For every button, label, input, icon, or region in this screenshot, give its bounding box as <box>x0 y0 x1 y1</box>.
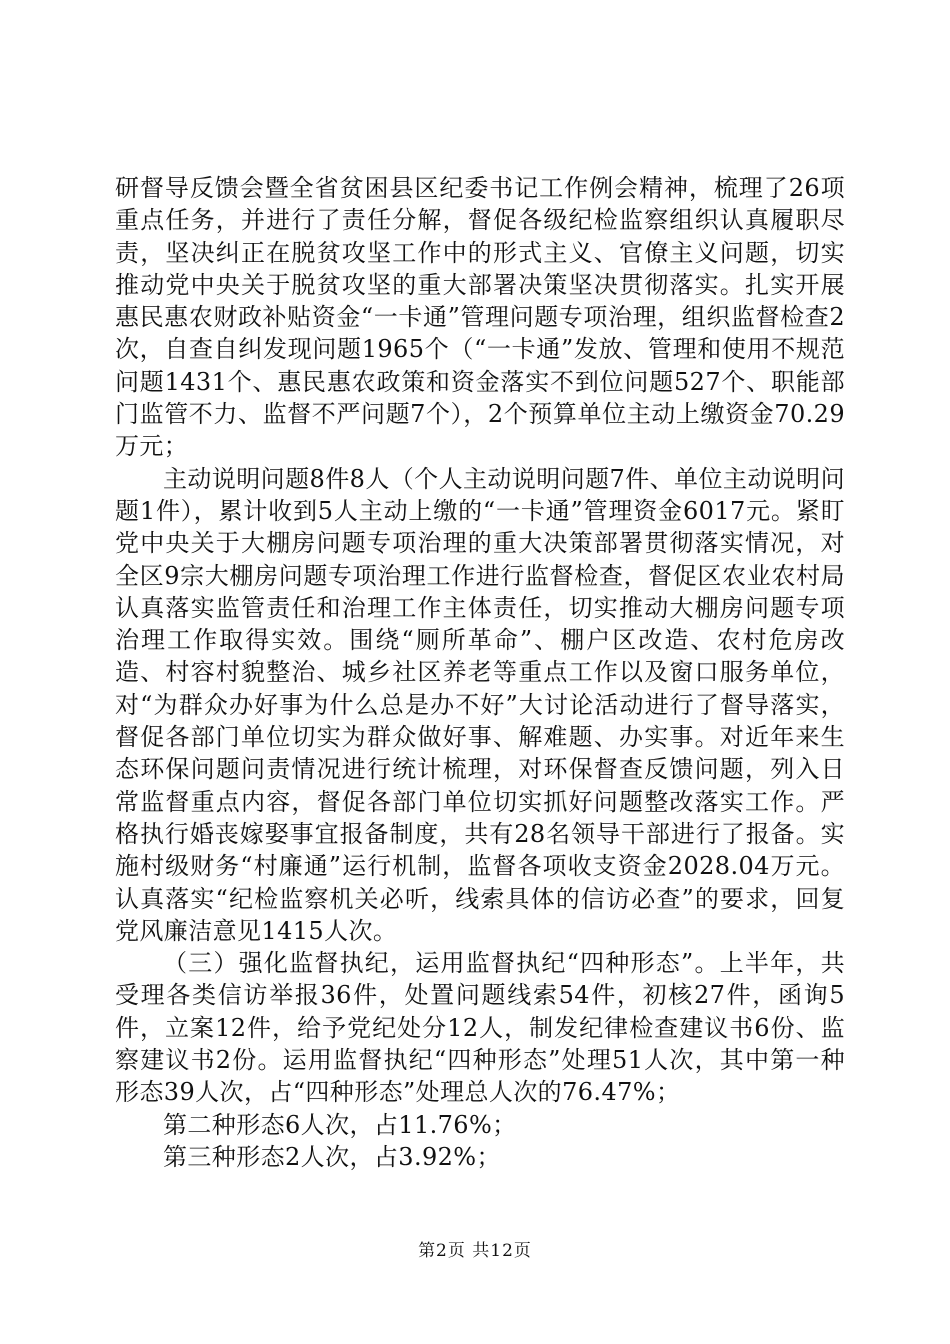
document-body <box>115 172 845 1173</box>
paragraph-section-three: （三）强化监督执纪，运用监督执纪“四种形态”。上半年，共受理各类信访举报36件，处置问题线索54件，初核27件，函询5件，立案12件，给予党纪处分12人，制发纪律检查建议书6份、监察建议书2份。运用监督执纪“四种形态”处理51人次，其中第一种形态39人次，占“四种形态”处理总人次的76.47%； <box>115 949 845 1107</box>
paragraph-self-disclosure: 主动说明问题8件8人（个人主动说明问题7件、单位主动说明问题1件），累计收到5人主动上缴的“一卡通”管理资金6017元。紧盯党中央关于大棚房问题专项治理的重大决策部署贯彻落实情况，对全区9宗大棚房问题专项治理工作进行监督检查，督促区农业农村局认真落实监管责任和治理工作主体责任，切实推动大棚房问题专项治理工作取得实效。围绕“厕所革命”、棚户区改造、农村危房改造、村容村貌整治、城乡社区养老等重点工作以及窗口服务单位，对“为群众办好事为什么总是办不好”大讨论活动进行了督导落实，督促各部门单位切实为群众做好事、解难题、办实事。对近年来生态环保问题问责情况进行统计梳理，对环保督查反馈问题，列入日常监督重点内容，督促各部门单位切实抓好问题整改落实工作。严格执行婚丧嫁娶事宜报备制度，共有28名领导干部进行了报备。实施村级财务“村廉通”运行机制，监督各项收支资金2028.04万元。认真落实“纪检监察机关必听，线索具体的信访必查”的要求，回复党风廉洁意见1415人次。 <box>115 464 845 945</box>
paragraph-third-form: 第三种形态2人次，占3.92%； <box>163 1142 501 1171</box>
paragraph-second-form: 第二种形态6人次，占11.76%； <box>163 1110 517 1139</box>
paragraph-continued: 研督导反馈会暨全省贫困县区纪委书记工作例会精神，梳理了26项重点任务，并进行了责任分解，督促各级纪检监察组织认真履职尽责，坚决纠正在脱贫攻坚工作中的形式主义、官僚主义问题，切实推动党中央关于脱贫攻坚的重大部署决策坚决贯彻落实。扎实开展惠民惠农财政补贴资金“一卡通”管理问题专项治理，组织监督检查2次，自查自纠发现问题1965个（“一卡通”发放、管理和使用不规范问题1431个、惠民惠农政策和资金落实不到位问题527个、职能部门监管不力、监督不严问题7个），2个预算单位主动上缴资金70.29万元； <box>115 174 845 461</box>
page-number-footer: 第2页 共12页 <box>418 1241 532 1261</box>
